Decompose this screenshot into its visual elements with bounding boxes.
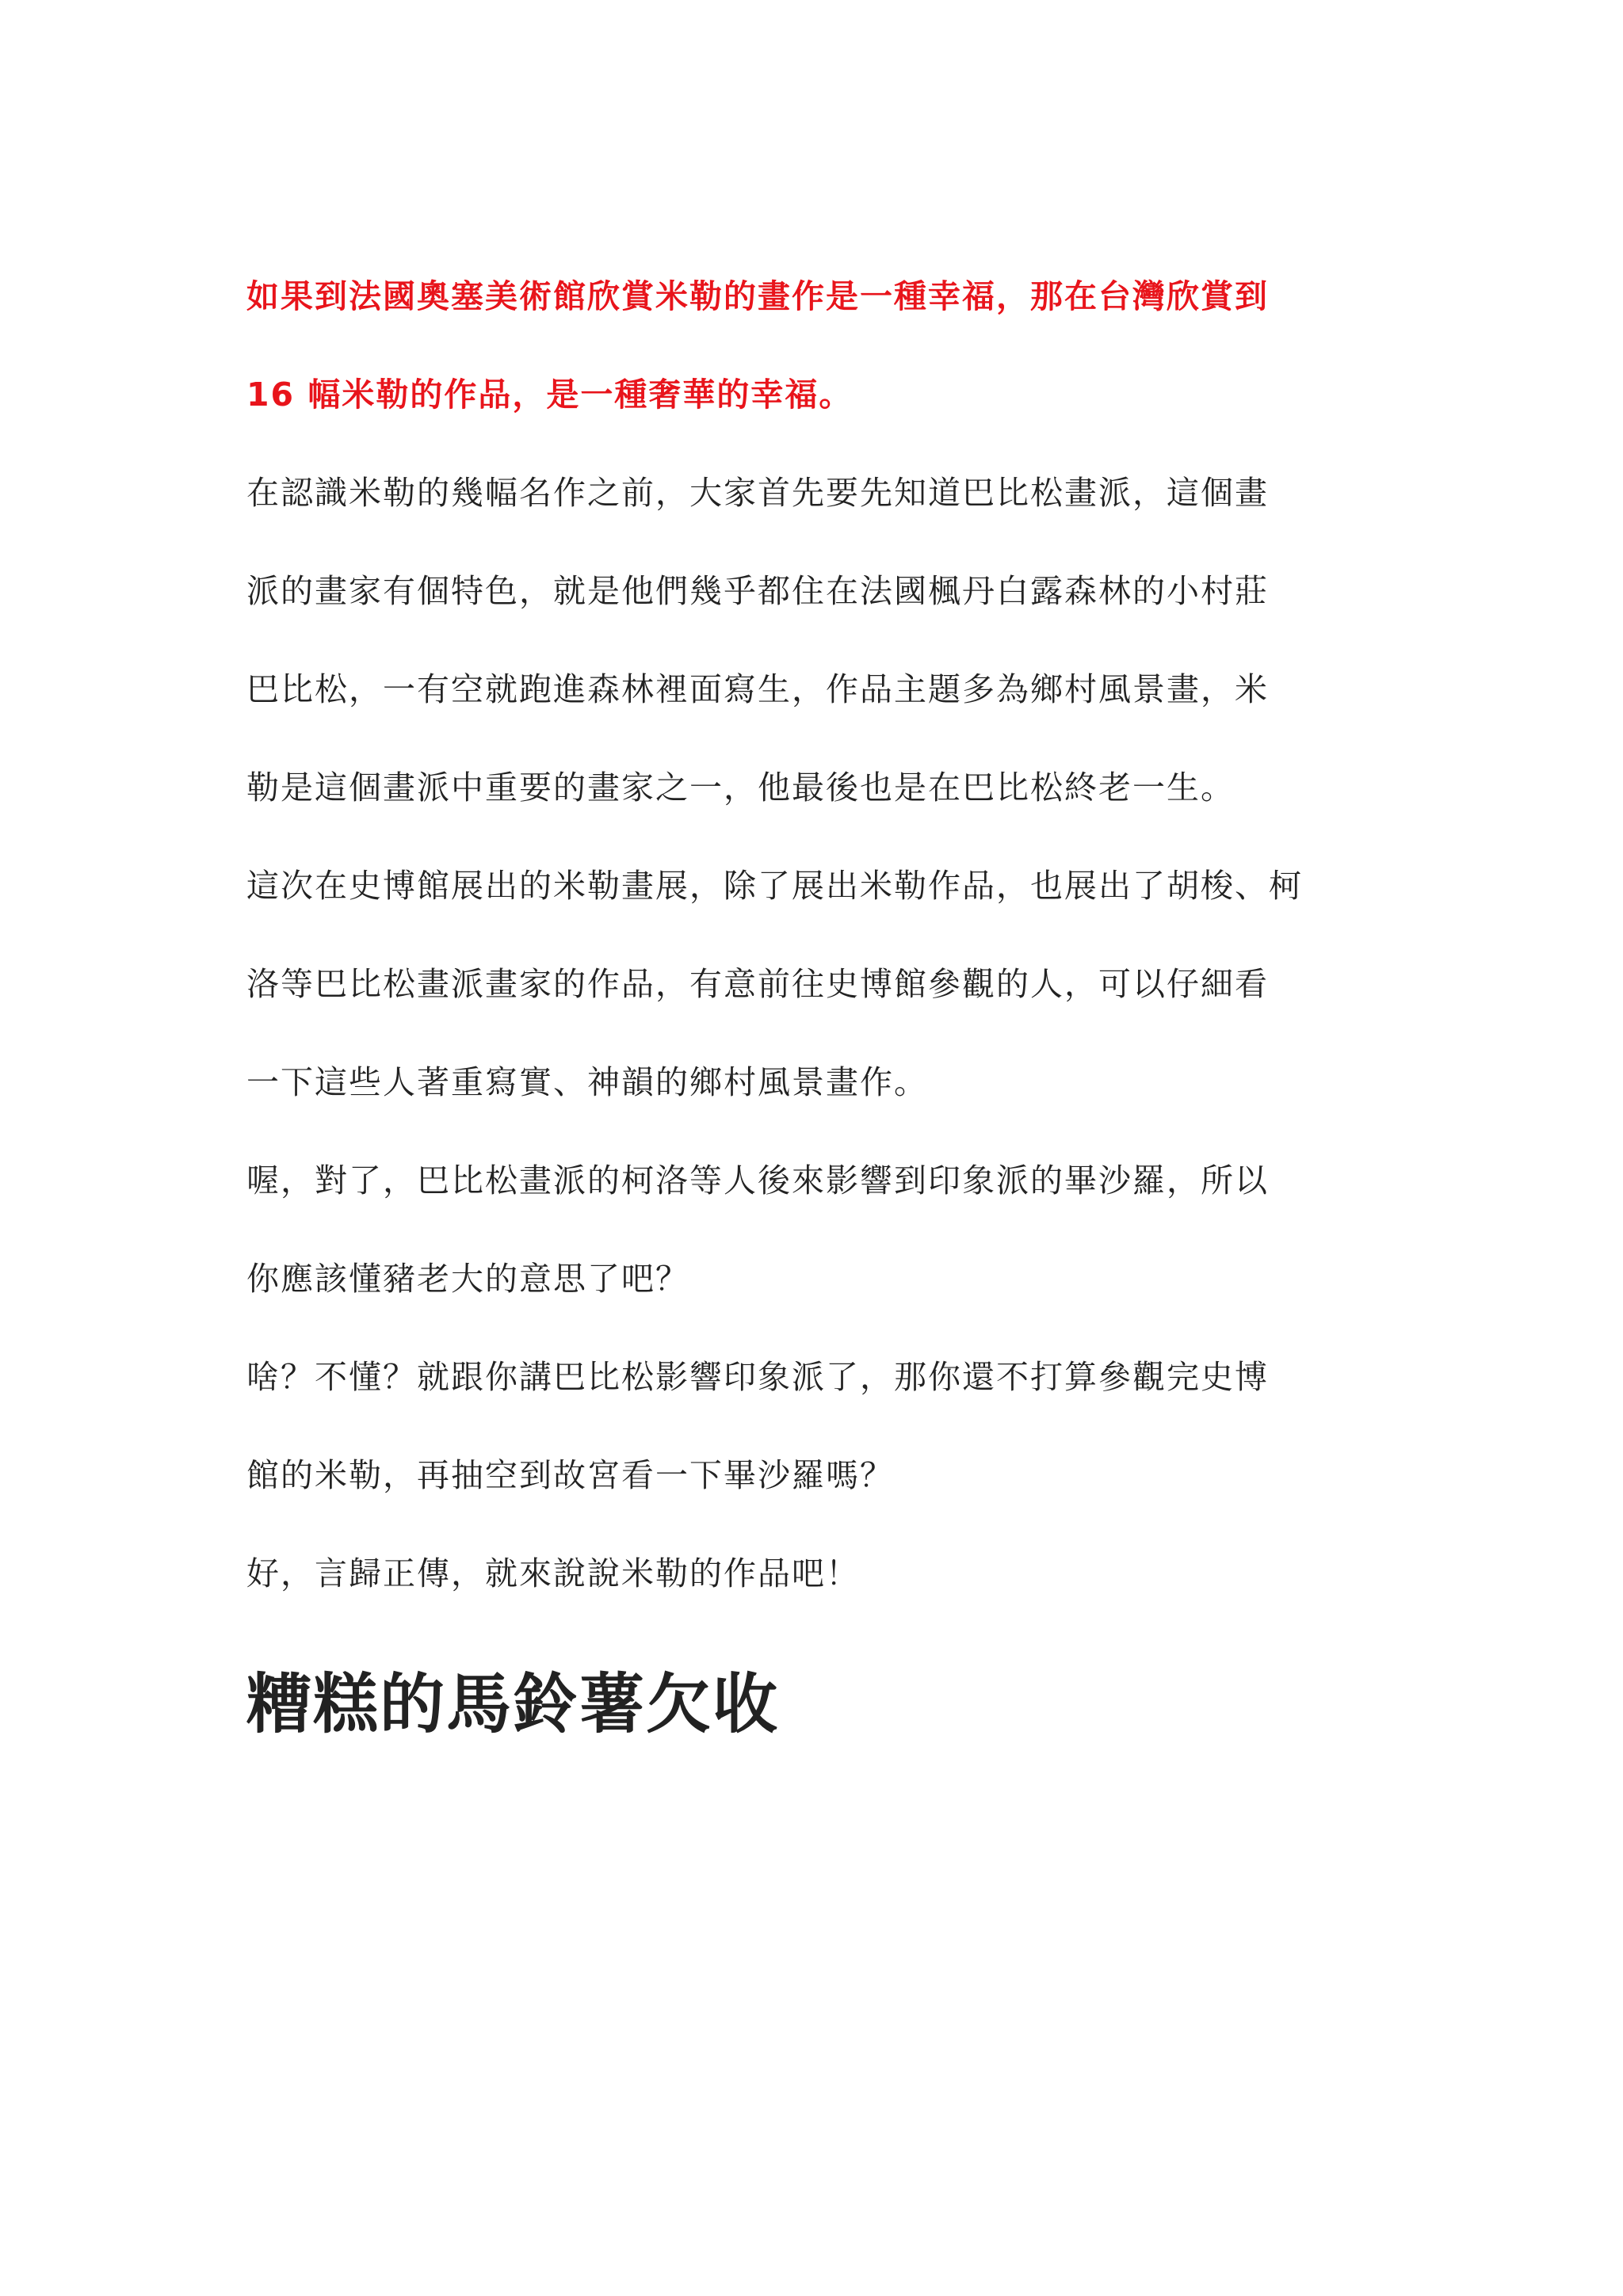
body-line: 勒是這個畫派中重要的畫家之一，他最後也是在巴比松終老一生。 [246,769,1235,807]
body-line: 這次在史博館展出的米勒畫展，除了展出米勒作品，也展出了胡梭、柯 [246,867,1303,905]
body-line: 你應該懂豬老大的意思了吧？ [246,1260,689,1298]
body-line: 派的畫家有個特色，就是他們幾乎都住在法國楓丹白露森林的小村莊 [246,572,1269,610]
section-heading: 糟糕的馬鈴薯欠收 [246,1667,780,1742]
body-line: 在認識米勒的幾幅名作之前，大家首先要先知道巴比松畫派，這個畫 [246,474,1269,512]
body-line: 巴比松，一有空就跑進森林裡面寫生，作品主題多為鄉村風景畫，米 [246,670,1269,708]
intro-line: 16 幅米勒的作品，是一種奢華的幸福。 [246,376,854,414]
body-line: 啥？不懂？就跟你講巴比松影響印象派了，那你還不打算參觀完史博 [246,1358,1269,1396]
body-line: 一下這些人著重寫實、神韻的鄉村風景畫作。 [246,1063,928,1101]
intro-line: 如果到法國奧塞美術館欣賞米勒的畫作是一種幸福，那在台灣欣賞到 [246,277,1269,315]
article-content [246,247,1388,1745]
body-line: 洛等巴比松畫派畫家的作品，有意前往史博館參觀的人，可以仔細看 [246,965,1269,1003]
body-line: 館的米勒，再抽空到故宮看一下畢沙羅嗎？ [246,1456,894,1494]
body-line: 喔，對了，巴比松畫派的柯洛等人後來影響到印象派的畢沙羅，所以 [246,1161,1269,1199]
body-line: 好，言歸正傳，就來說說米勒的作品吧！ [246,1554,860,1592]
